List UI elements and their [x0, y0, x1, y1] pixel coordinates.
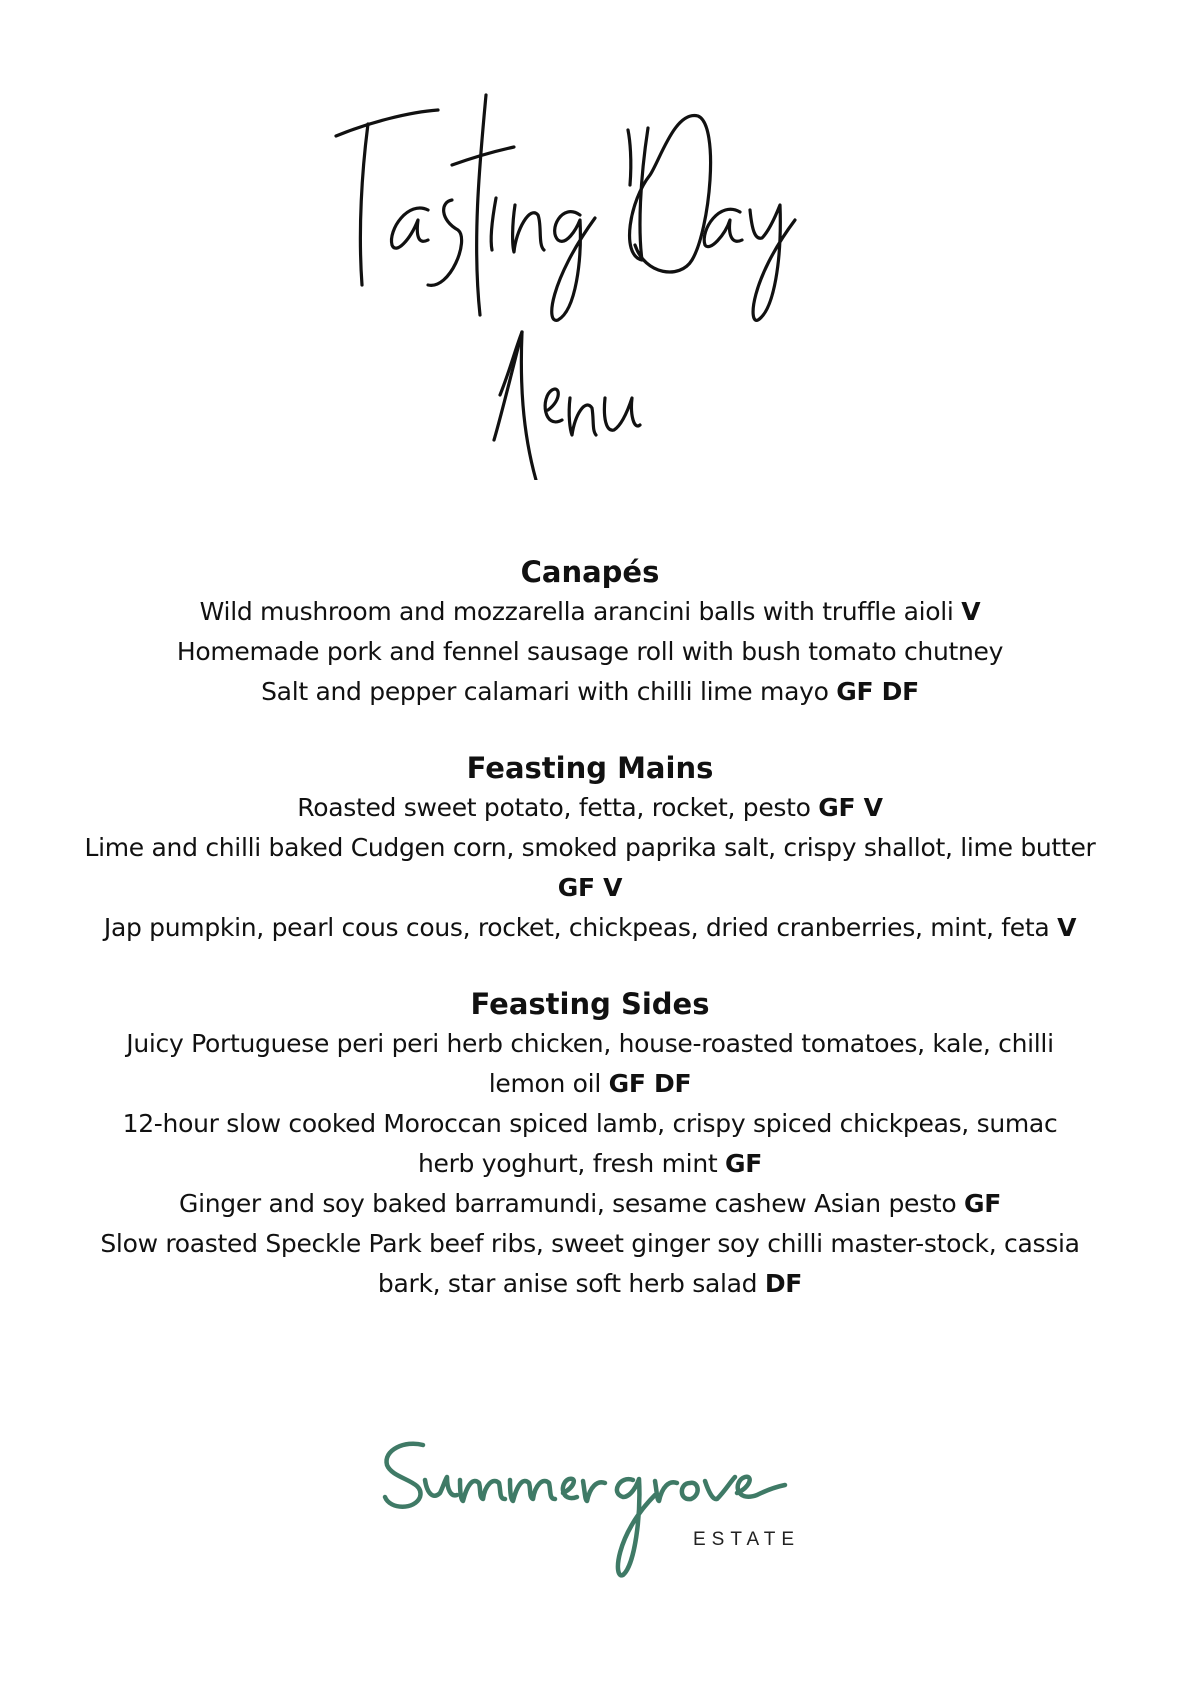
menu-item: [40, 1024, 1140, 1104]
item-text: 12-hour slow cooked Moroccan spiced lamb, crispy spiced chickpeas, sumac herb yoghurt, fresh mint: [122, 1109, 1058, 1178]
dietary-tags: GF: [725, 1149, 763, 1178]
item-text: Lime and chilli baked Cudgen corn, smoked paprika salt, crispy shallot, lime butter: [84, 833, 1096, 862]
menu-item: [40, 1184, 1140, 1224]
menu-item: [10, 908, 1170, 948]
section-feasting-sides: [40, 984, 1140, 1304]
item-text: Roasted sweet potato, fetta, rocket, pesto: [297, 793, 811, 822]
item-text: Salt and pepper calamari with chilli lime mayo: [261, 677, 829, 706]
item-text: Wild mushroom and mozzarella arancini balls with truffle aioli: [199, 597, 954, 626]
menu-item: [40, 788, 1140, 828]
section-title: Canapés: [520, 555, 660, 589]
menu-item: [40, 828, 1140, 908]
brand-subtitle: ESTATE: [693, 1529, 801, 1550]
dietary-tags: GF DF: [836, 677, 919, 706]
section-feasting-mains: [40, 748, 1140, 948]
item-text: Slow roasted Speckle Park beef ribs, sweet ginger soy chilli master-stock, cassia bark, star anise soft herb salad: [100, 1229, 1080, 1298]
dietary-tags: GF DF: [608, 1069, 692, 1098]
dietary-tags: GF V: [557, 873, 623, 902]
dietary-tags: GF V: [818, 793, 883, 822]
menu-item: [40, 1224, 1140, 1304]
menu-item: [40, 1104, 1140, 1184]
brand-script-graphic: [365, 1425, 845, 1605]
item-text: Ginger and soy baked barramundi, sesame cashew Asian pesto: [179, 1189, 957, 1218]
item-text: Juicy Portuguese peri peri herb chicken, house-roasted tomatoes, kale, chilli lemon oil: [126, 1029, 1054, 1098]
section-title: Feasting Sides: [470, 987, 710, 1021]
menu-body: [40, 552, 1140, 1340]
section-canapes: [40, 552, 1140, 712]
dietary-tags: V: [1057, 913, 1077, 942]
menu-title: [0, 80, 1200, 500]
menu-item: [40, 592, 1140, 632]
script-title-graphic: [300, 80, 940, 480]
summergrove-estate-logo: [365, 1425, 845, 1605]
menu-item: [40, 672, 1140, 712]
section-title: Feasting Mains: [466, 751, 714, 785]
menu-item: [40, 632, 1140, 672]
item-text: Homemade pork and fennel sausage roll with bush tomato chutney: [176, 637, 1004, 666]
item-text: Jap pumpkin, pearl cous cous, rocket, chickpeas, dried cranberries, mint, feta: [103, 913, 1050, 942]
dietary-tags: GF: [963, 1189, 1001, 1218]
dietary-tags: DF: [764, 1269, 803, 1298]
dietary-tags: V: [961, 597, 981, 626]
